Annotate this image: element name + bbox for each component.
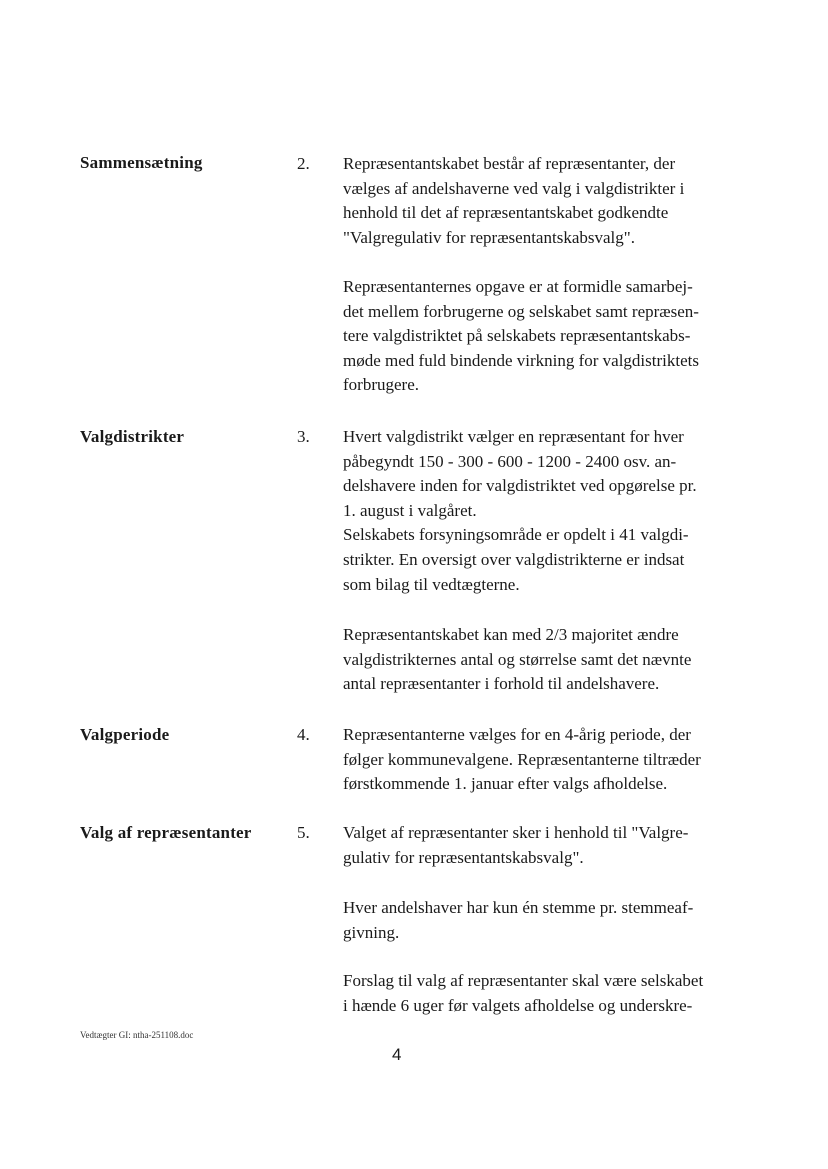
text-line: Valget af repræsentanter sker i henhold til "Valgre- <box>343 823 689 842</box>
text-line: gulativ for repræsentantskabsvalg". <box>343 847 584 867</box>
text-line: i hænde 6 uger før valgets afholdelse og underskre- <box>343 995 693 1015</box>
paragraph <box>343 896 738 945</box>
paragraph <box>343 723 738 797</box>
section-heading: Valgdistrikter <box>80 427 185 446</box>
text-line: følger kommunevalgene. Repræsentanterne tiltræder <box>343 749 701 769</box>
text-line: "Valgregulativ for repræsentantskabsvalg". <box>343 227 635 247</box>
text-line: møde med fuld bindende virkning for valgdistriktets <box>343 350 699 370</box>
text-line: vælges af andelshaverne ved valg i valgdistrikter i <box>343 178 685 198</box>
page-number: 4 <box>392 1045 402 1064</box>
paragraph <box>343 821 738 870</box>
footer-filename: Vedtægter GI: ntha-251108.doc <box>80 1030 194 1040</box>
text-line: Hver andelshaver har kun én stemme pr. stemmeaf- <box>343 898 694 917</box>
text-line: strikter. En oversigt over valgdistrikterne er indsat <box>343 549 685 569</box>
text-line: Hvert valgdistrikt vælger en repræsentant for hver <box>343 427 684 446</box>
text-line: givning. <box>343 922 400 942</box>
text-line: tere valgdistriktet på selskabets repræsentantskabs- <box>343 326 691 346</box>
paragraph <box>343 152 738 250</box>
text-line: 1. august i valgåret. <box>343 500 477 520</box>
section-number: 4. <box>297 725 310 744</box>
paragraph <box>343 425 738 597</box>
section-number: 3. <box>297 427 310 446</box>
text-line: forbrugere. <box>343 375 419 395</box>
text-line: påbegyndt 150 - 300 - 600 - 1200 - 2400 osv. an- <box>343 451 677 471</box>
paragraph <box>343 969 738 1018</box>
text-line: delshavere inden for valgdistriktet ved opgørelse pr. <box>343 476 697 496</box>
text-line: henhold til det af repræsentantskabet godkendte <box>343 203 669 223</box>
text-line: Forslag til valg af repræsentanter skal være selskabet <box>343 971 704 990</box>
section-heading: Valgperiode <box>80 725 170 744</box>
text-line: Repræsentantskabet kan med 2/3 majoritet ændre <box>343 625 679 644</box>
text-line: valgdistrikternes antal og størrelse samt det nævnte <box>343 649 692 669</box>
section-number: 2. <box>297 154 310 173</box>
text-line: førstkommende 1. januar efter valgs afholdelse. <box>343 774 668 794</box>
text-line: som bilag til vedtægterne. <box>343 574 520 594</box>
text-line: Repræsentanterne vælges for en 4-årig periode, der <box>343 725 691 744</box>
text-line: det mellem forbrugerne og selskabet samt repræsen- <box>343 301 699 321</box>
text-line: Repræsentanternes opgave er at formidle samarbej- <box>343 277 693 296</box>
paragraph <box>343 623 738 697</box>
text-line: Repræsentantskabet består af repræsentanter, der <box>343 154 676 173</box>
paragraph <box>343 275 738 398</box>
section-heading: Sammensætning <box>80 153 203 172</box>
text-line: Selskabets forsyningsområde er opdelt i 41 valgdi- <box>343 525 689 545</box>
text-line: antal repræsentanter i forhold til andelshavere. <box>343 674 660 694</box>
section-heading: Valg af repræsentanter <box>80 823 252 842</box>
section-number: 5. <box>297 823 310 842</box>
